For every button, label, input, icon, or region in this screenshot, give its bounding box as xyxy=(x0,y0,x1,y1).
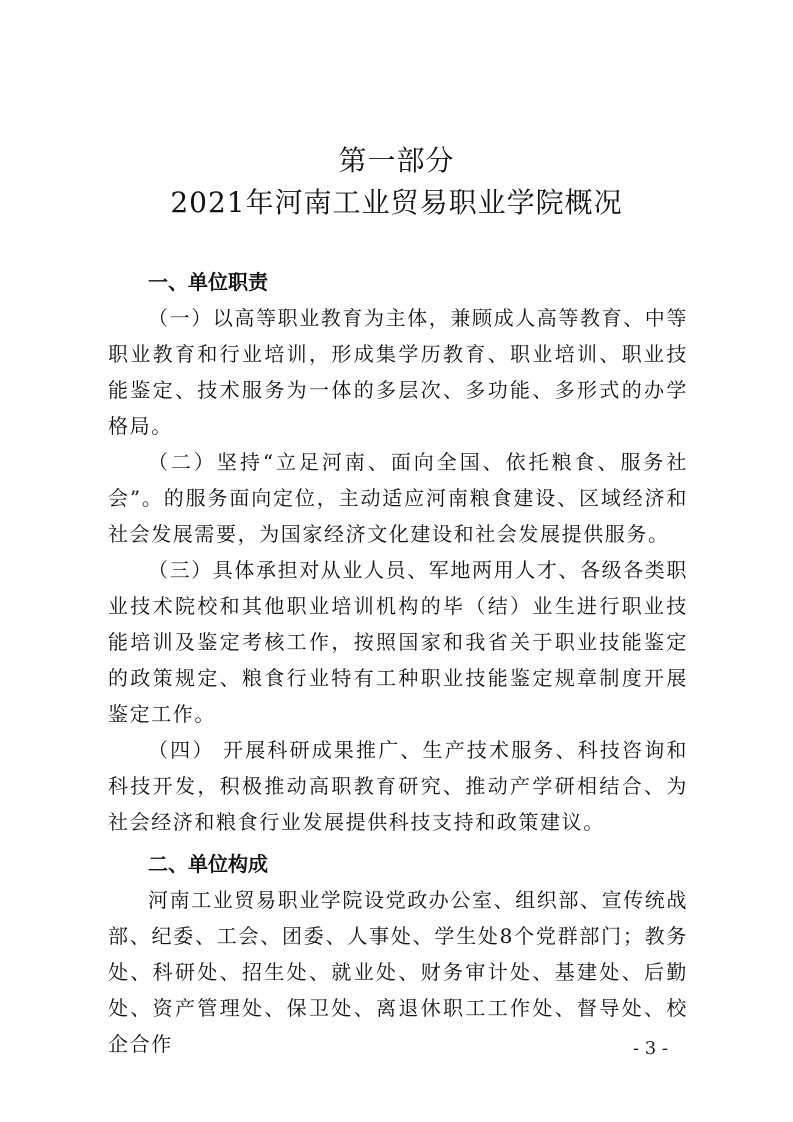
body-content xyxy=(108,258,688,1062)
paragraph-duty-2: （二）坚持“立足河南、面向全国、依托粮食、服务社会”。的服务面向定位，主动适应河南粮食建设、区域经济和社会发展需要，为国家经济文化建设和社会发展提供服务。 xyxy=(108,450,688,546)
paragraph-structure-1: 河南工业贸易职业学院设党政办公室、组织部、宣传统战部、纪委、工会、团委、人事处、学生处8个党群部门；教务处、科研处、招生处、就业处、财务审计处、基建处、后勤处、资产管理处、保卫处、离退休职工工作处、督导处、校企合作 xyxy=(108,888,688,1056)
title-block xyxy=(0,140,793,224)
paragraph-duty-1: （一）以高等职业教育为主体，兼顾成人高等教育、中等职业教育和行业培训，形成集学历教育、职业培训、职业技能鉴定、技术服务为一体的多层次、多功能、多形式的办学格局。 xyxy=(108,306,688,438)
paragraph-duty-4: （四） 开展科研成果推广、生产技术服务、科技咨询和科技开发，积极推动高职教育研究、推动产学研相结合、为社会经济和粮食行业发展提供科技支持和政策建议。 xyxy=(108,738,688,834)
section-heading-structure: 二、单位构成 xyxy=(148,852,268,876)
document-title: 2021年河南工业贸易职业学院概况 xyxy=(170,186,623,219)
part-title: 第一部分 xyxy=(338,144,455,177)
page-number: - 3 - xyxy=(632,1038,668,1059)
paragraph-duty-3: （三）具体承担对从业人员、军地两用人才、各级各类职业技术院校和其他职业培训机构的毕（结）业生进行职业技能培训及鉴定考核工作，按照国家和我省关于职业技能鉴定的政策规定、粮食行业特有工种职业技能鉴定规章制度开展鉴定工作。 xyxy=(108,558,688,726)
section-heading-duties: 一、单位职责 xyxy=(148,270,268,294)
